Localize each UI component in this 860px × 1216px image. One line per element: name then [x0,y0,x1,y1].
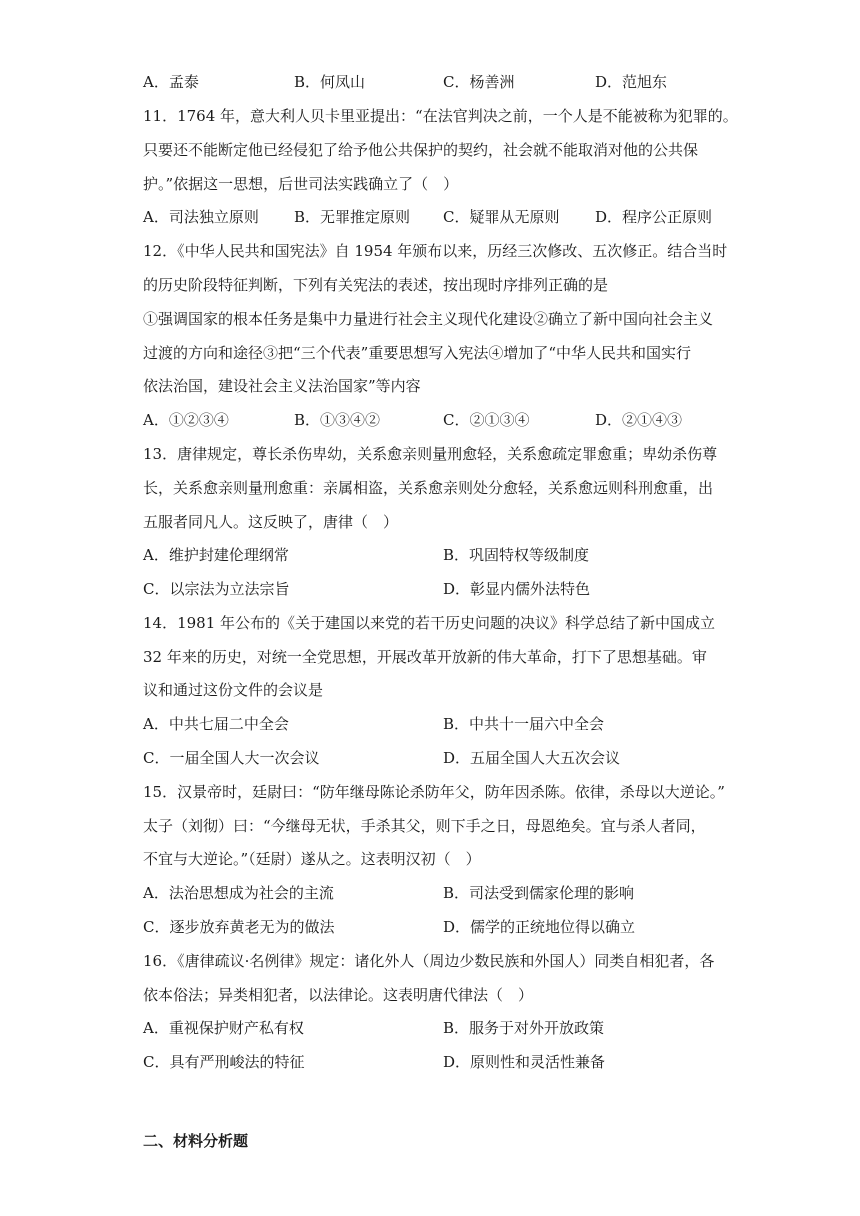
q13-option-c: C．以宗法为立法宗旨 [143,580,290,598]
q16-option-a: A．重视保护财产私有权 [143,1019,304,1037]
q13-option-a: A．维护封建伦理纲常 [143,546,289,564]
q10-option-c: C．杨善洲 [443,73,515,91]
q10-option-d: D．范旭东 [595,73,668,91]
q10-option-b: B．何凤山 [294,73,366,91]
q13-text-line: 13．唐律规定，尊长杀伤卑幼，关系愈亲则量刑愈轻，关系愈疏定罪愈重；卑幼杀伤尊 [143,445,718,463]
q14-text-line: 32 年来的历史，对统一全党思想，开展改革开放新的伟大革命，打下了思想基础。审 [143,648,707,666]
q10-option-a: A．孟泰 [143,73,199,91]
q12-option-b: B．①③④② [294,411,381,429]
q16-option-d: D．原则性和灵活性兼备 [443,1053,606,1071]
q11-option-b: B．无罪推定原则 [294,208,411,226]
q16-text-line: 依本俗法；异类相犯者，以法律论。这表明唐代律法（ ） [143,986,534,1004]
q11-option-a: A．司法独立原则 [143,208,259,226]
q14-text-line: 14．1981 年公布的《关于建国以来党的若干历史问题的决议》科学总结了新中国成立 [143,614,716,632]
q16-option-b: B．服务于对外开放政策 [443,1019,605,1037]
q12-text-line: ①强调国家的根本任务是集中力量进行社会主义现代化建设②确立了新中国向社会主义 [143,310,714,328]
q11-option-d: D．程序公正原则 [595,208,713,226]
q15-option-d: D．儒学的正统地位得以确立 [443,918,636,936]
q11-text-line: 护。”依据这一思想，后世司法实践确立了（ ） [143,175,459,193]
q16-option-c: C．具有严刑峻法的特征 [143,1053,305,1071]
q15-text-line: 15．汉景帝时，廷尉曰：“防年继母陈论杀防年父，防年因杀陈。依律，杀母以大逆论。” [143,783,725,801]
q12-text-line: 过渡的方向和途径③把“三个代表”重要思想写入宪法④增加了“中华人民共和国实行 [143,344,692,362]
q12-option-d: D．②①④③ [595,411,683,429]
q14-option-b: B．中共十一届六中全会 [443,715,605,733]
q12-option-a: A．①②③④ [143,411,229,429]
q14-text-line: 议和通过这份文件的会议是 [143,681,324,699]
q12-text-line: 的历史阶段特征判断，下列有关宪法的表述，按出现时序排列正确的是 [143,276,609,294]
q11-option-c: C．疑罪从无原则 [443,208,560,226]
q14-option-c: C．一届全国人大一次会议 [143,749,320,767]
q13-option-d: D．彰显内儒外法特色 [443,580,591,598]
q13-text-line: 五服者同凡人。这反映了，唐律（ ） [143,513,399,531]
q11-text-line: 只要还不能断定他已经侵犯了给予他公共保护的契约，社会就不能取消对他的公共保 [143,141,699,159]
q12-text-line: 12．《中华人民共和国宪法》自 1954 年颁布以来，历经三次修改、五次修正。结合当时 [143,242,728,260]
q13-text-line: 长，关系愈亲则量刑愈重：亲属相盗，关系愈亲则处分愈轻，关系愈远则科刑愈重，出 [143,479,714,497]
q14-option-a: A．中共七届二中全会 [143,715,289,733]
q16-text-line: 16．《唐律疏议·名例律》规定：诸化外人（周边少数民族和外国人）同类自相犯者，各 [143,952,715,970]
q11-text-line: 11．1764 年，意大利人贝卡里亚提出：“在法官判决之前，一个人是不能被称为犯罪的。 [143,107,738,125]
q15-option-b: B．司法受到儒家伦理的影响 [443,884,635,902]
q12-text-line: 依法治国，建设社会主义法治国家”等内容 [143,377,421,395]
q15-option-c: C．逐步放弃黄老无为的做法 [143,918,335,936]
q14-option-d: D．五届全国人大五次会议 [443,749,621,767]
q15-text-line: 不宜与大逆论。”（廷尉）遂从之。这表明汉初（ ） [143,850,481,868]
q12-option-c: C．②①③④ [443,411,530,429]
q15-option-a: A．法治思想成为社会的主流 [143,884,334,902]
section-title: 二、材料分析题 [143,1132,249,1150]
q15-text-line: 太子（刘彻）曰：“今继母无状，手杀其父，则下手之日，母恩绝矣。宜与杀人者同， [143,817,706,835]
q13-option-b: B．巩固特权等级制度 [443,546,590,564]
